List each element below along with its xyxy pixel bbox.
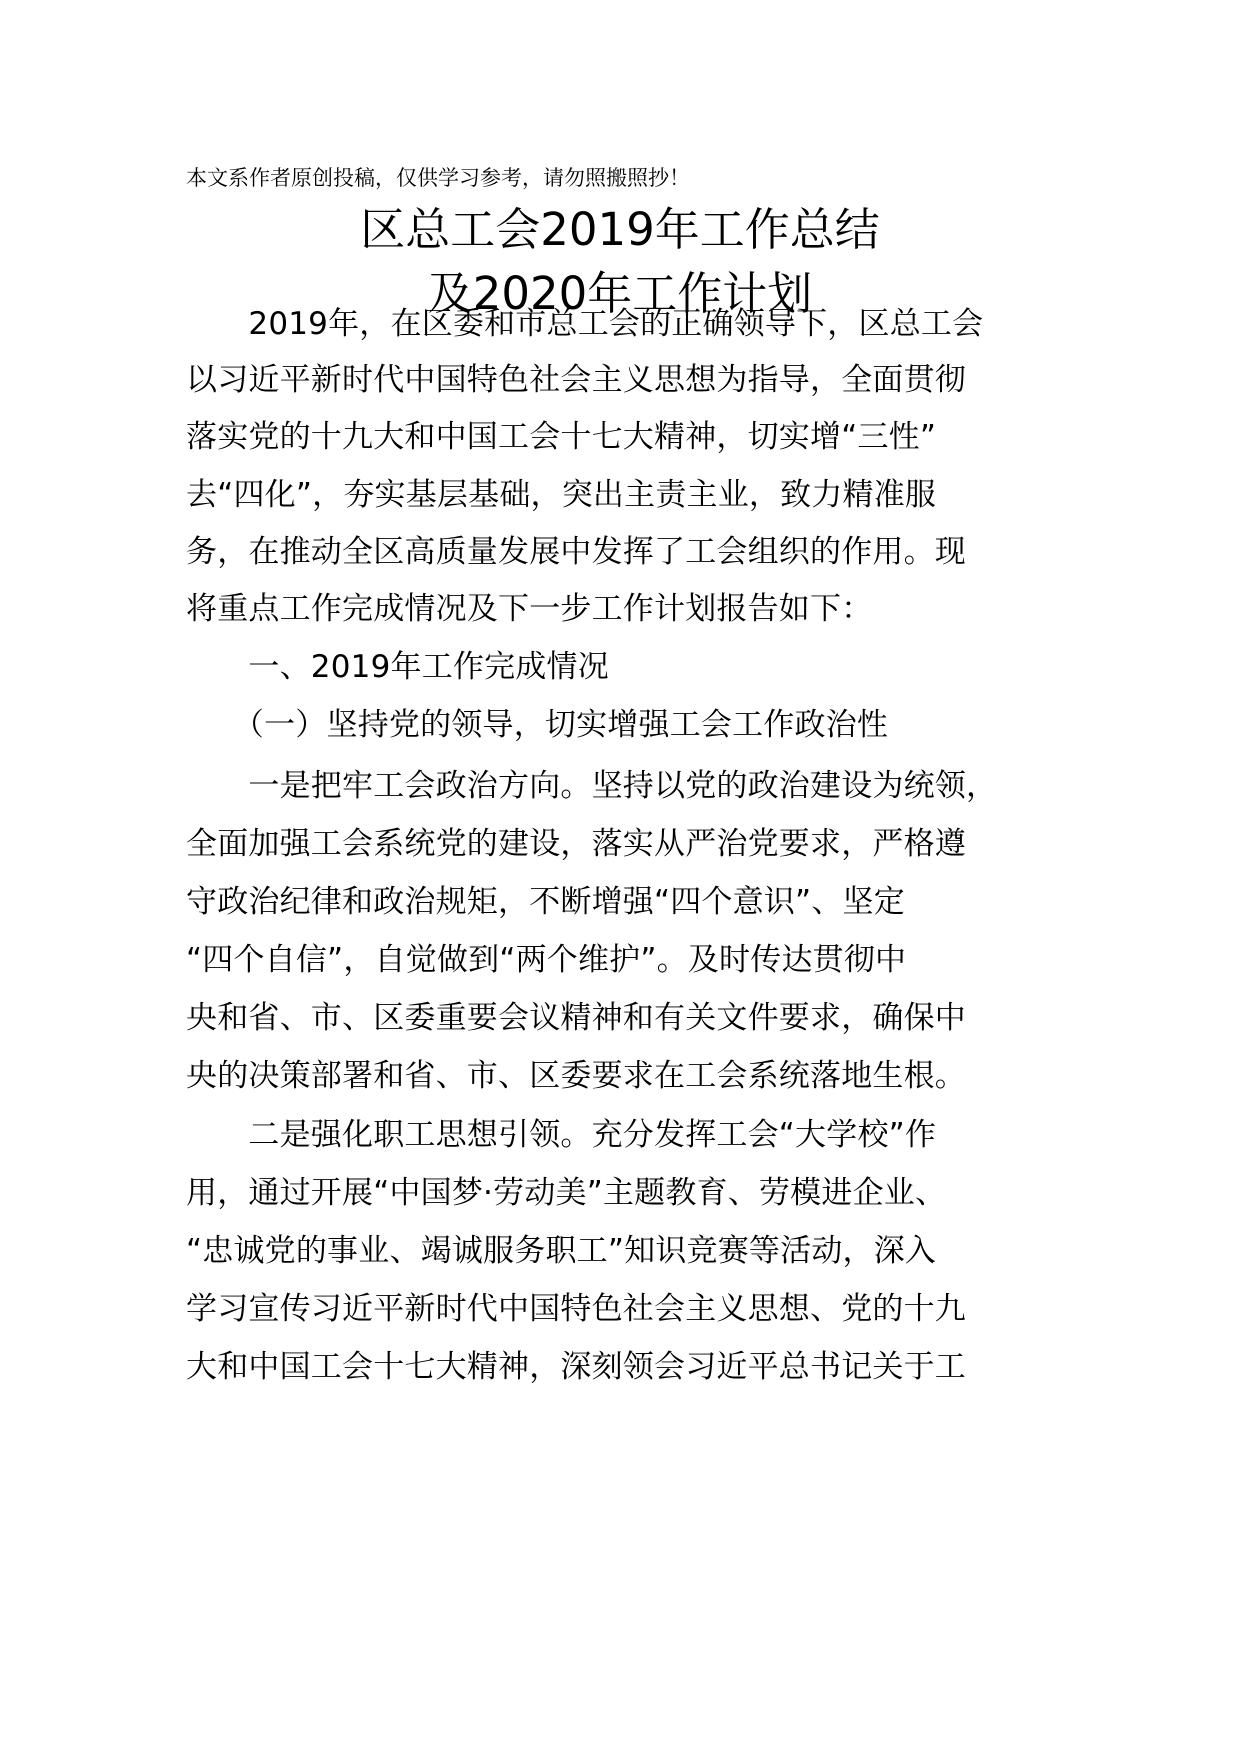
body-text-line: 央和省、市、区委重要会议精神和有关文件要求，确保中 [186,1000,966,1036]
body-text-line: 以习近平新时代中国特色社会主义思想为指导，全面贯彻 [186,362,966,398]
document-title-line-1: 区总工会2019年工作总结 [360,203,880,256]
body-text-line: 用，通过开展“中国梦·劳动美”主题教育、劳模进企业、 [186,1175,947,1211]
body-text-line: 央的决策部署和省、市、区委要求在工会系统落地生根。 [186,1058,966,1094]
body-text-line: 学习宣传习近平新时代中国特色社会主义思想、党的十九 [186,1291,966,1327]
body-text-line: 守政治纪律和政治规矩，不断增强“四个意识”、坚定 [186,884,905,920]
document-title-line-2: 及2020年工作计划 [427,267,813,320]
body-text-line: 一是把牢工会政治方向。坚持以党的政治建设为统领， [186,768,998,804]
copyright-notice: 本文系作者原创投稿，仅供学习参考，请勿照搬照抄！ [186,166,690,190]
subsection-heading: （一）坚持党的领导，切实增强工会工作政治性 [186,707,889,743]
section-heading: 一、2019年工作完成情况 [186,649,609,685]
body-text-line: “忠诚党的事业、竭诚服务职工”知识竞赛等活动，深入 [186,1233,937,1269]
body-text-line: 2019年，在区委和市总工会的正确领导下，区总工会 [186,306,984,342]
body-text-line: 落实党的十九大和中国工会十七大精神，切实增“三性” [186,419,937,455]
body-text-line: 二是强化职工思想引领。充分发挥工会“大学校”作 [186,1117,937,1153]
body-text-line: 全面加强工会系统党的建设，落实从严治党要求，严格遵 [186,826,966,862]
body-text-line: 去“四化”，夯实基层基础，突出主责主业，致力精准服 [186,477,937,513]
body-text-line: 大和中国工会十七大精神，深刻领会习近平总书记关于工 [186,1349,966,1385]
body-text-line: 务，在推动全区高质量发展中发挥了工会组织的作用。现 [186,534,966,570]
body-text-line: 将重点工作完成情况及下一步工作计划报告如下： [186,591,873,627]
body-text-line: “四个自信”，自觉做到“两个维护”。及时传达贯彻中 [186,942,907,978]
